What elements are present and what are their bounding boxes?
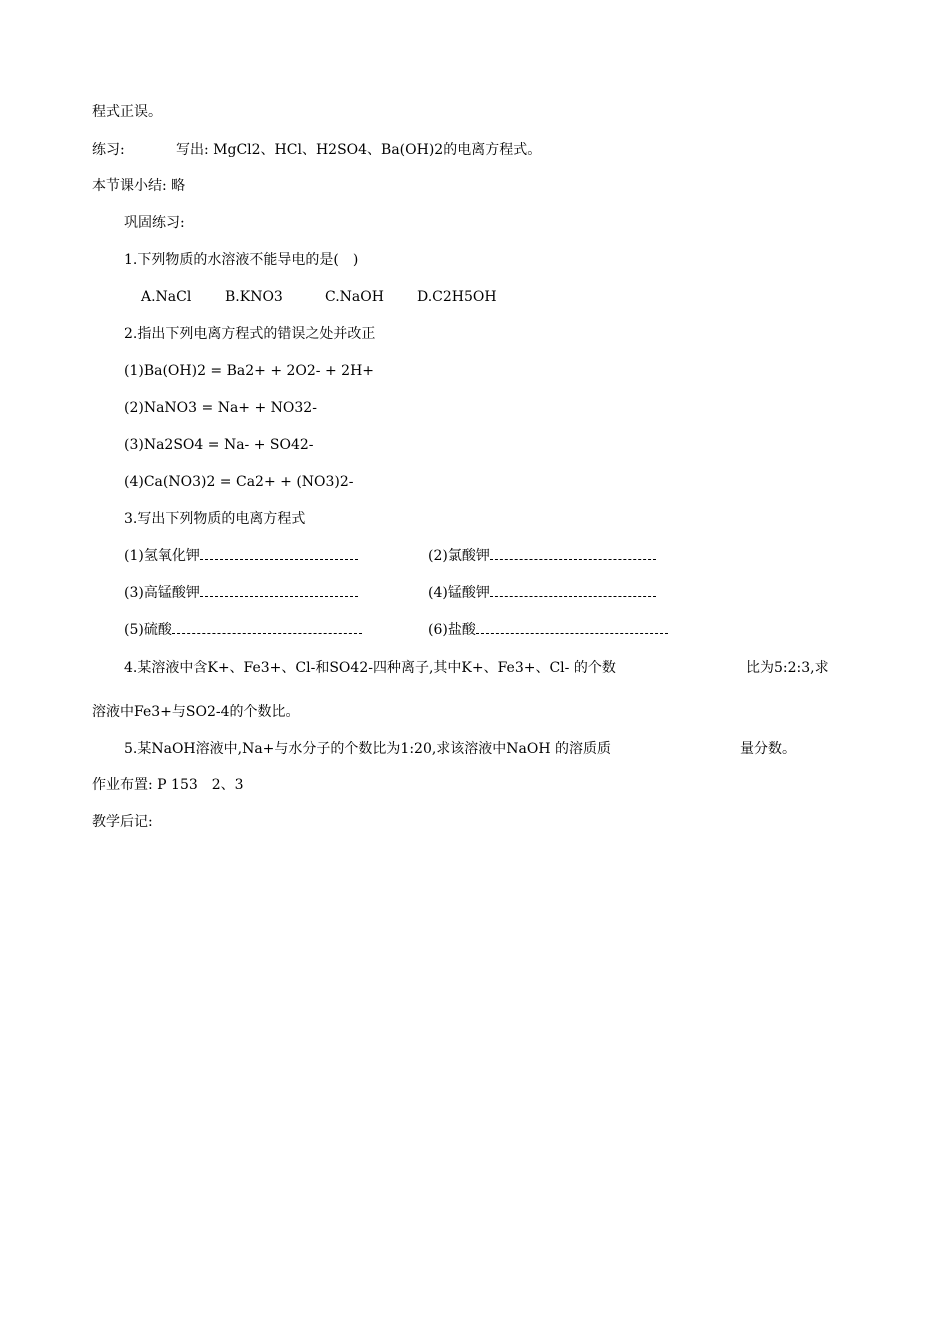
- answer-blank[interactable]: [172, 621, 362, 634]
- equation-4: (4)Ca(NO3)2 = Ca2+ + (NO3)2-: [124, 474, 354, 490]
- answer-blank[interactable]: [476, 621, 668, 634]
- option-b: B.KNO3: [225, 289, 283, 305]
- blank-label: (5)硫酸: [124, 622, 172, 638]
- text-line: 程式正误。: [92, 104, 162, 120]
- blank-item-6: [428, 621, 668, 639]
- homework: 作业布置: P 153 2、3: [92, 777, 244, 793]
- blank-label: (6)盐酸: [428, 622, 476, 638]
- equation-2: (2)NaNO3 = Na+ + NO32-: [124, 400, 317, 416]
- option-a: A.NaCl: [141, 289, 192, 305]
- blank-item-4: [428, 584, 656, 602]
- question-2: 2.指出下列电离方程式的错误之处并改正: [124, 326, 376, 342]
- blank-label: (3)高锰酸钾: [124, 585, 200, 601]
- question-4-line1: 4.某溶液中含K+、Fe3+、Cl-和SO42-四种离子,其中K+、Fe3+、Cl- 的个数: [124, 660, 616, 676]
- question-4-line2: 溶液中Fe3+与SO2-4的个数比。: [92, 704, 300, 720]
- exercise-text: 写出: MgCl2、HCl、H2SO4、Ba(OH)2的电离方程式。: [176, 142, 542, 158]
- question-1: 1.下列物质的水溶液不能导电的是( ): [124, 252, 359, 268]
- question-4-line1-tail: 比为5:2:3,求: [746, 660, 829, 676]
- answer-blank[interactable]: [200, 547, 358, 560]
- option-d: D.C2H5OH: [417, 289, 497, 305]
- blank-label: (4)锰酸钾: [428, 585, 490, 601]
- lesson-summary: 本节课小结: 略: [92, 178, 186, 194]
- teaching-notes: 教学后记:: [92, 814, 153, 830]
- blank-label: (2)氯酸钾: [428, 548, 490, 564]
- question-5-line1-tail: 量分数。: [740, 741, 796, 757]
- exercise-label: 练习:: [92, 142, 125, 158]
- question-3: 3.写出下列物质的电离方程式: [124, 511, 306, 527]
- blank-item-5: [124, 621, 362, 639]
- equation-3: (3)Na2SO4 = Na- + SO42-: [124, 437, 314, 453]
- answer-blank[interactable]: [490, 584, 656, 597]
- blank-label: (1)氢氧化钾: [124, 548, 200, 564]
- answer-blank[interactable]: [490, 547, 656, 560]
- practice-heading: 巩固练习:: [124, 215, 185, 231]
- answer-blank[interactable]: [200, 584, 358, 597]
- blank-item-2: [428, 547, 656, 565]
- blank-item-3: [124, 584, 358, 602]
- blank-item-1: [124, 547, 358, 565]
- question-5-line1: 5.某NaOH溶液中,Na+与水分子的个数比为1:20,求该溶液中NaOH 的溶质质: [124, 741, 612, 757]
- option-c: C.NaOH: [325, 289, 384, 305]
- equation-1: (1)Ba(OH)2 = Ba2+ + 2O2- + 2H+: [124, 363, 375, 379]
